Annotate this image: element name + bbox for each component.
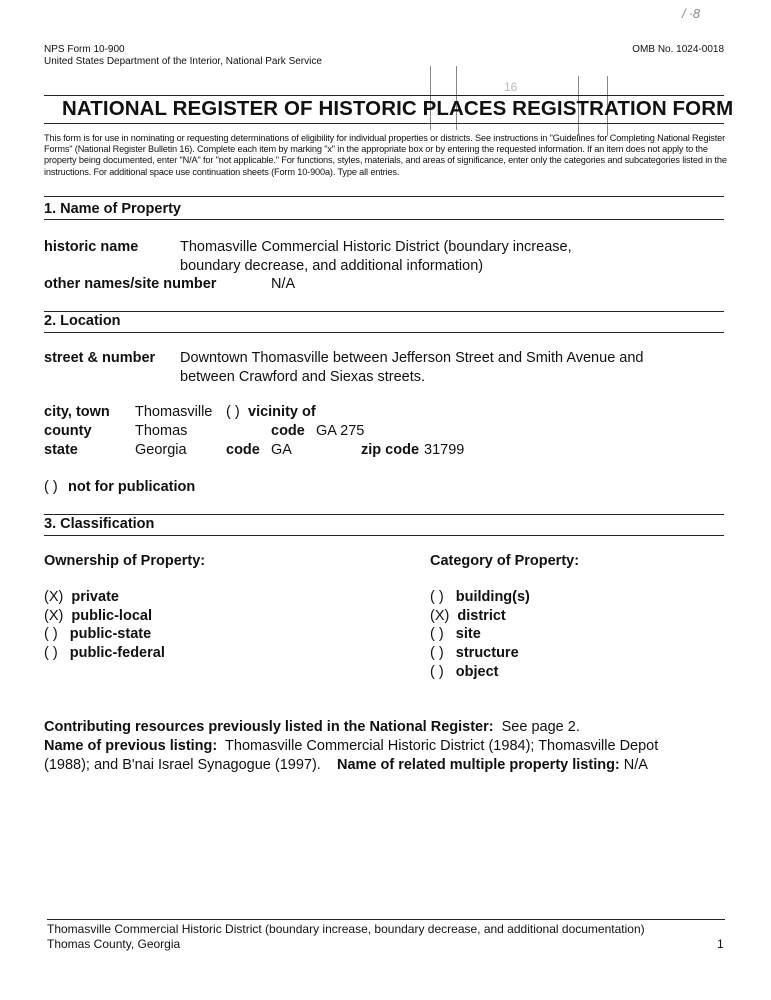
category-option-site <box>430 626 481 642</box>
omb-number: OMB No. 1024-0018 <box>632 44 724 55</box>
category-option-structure <box>430 645 519 661</box>
ownership-checkbox: (X) <box>44 589 64 605</box>
category-checkbox: ( ) <box>430 645 444 661</box>
section3-top-rule <box>44 514 724 515</box>
previous-listing-line2 <box>44 756 744 774</box>
ownership-option-public-state <box>44 626 151 642</box>
contributing-value: See page 2. <box>501 719 580 735</box>
related-mpl-value: N/A <box>623 757 648 773</box>
ownership-option-public-federal <box>44 645 165 661</box>
title-top-rule <box>44 95 724 96</box>
county-label: county <box>44 423 92 439</box>
county-code-value: GA 275 <box>316 423 365 439</box>
footer-rule <box>47 919 725 920</box>
category-option-district <box>430 608 506 624</box>
other-names-label: other names/site number <box>44 276 217 292</box>
county-value: Thomas <box>135 423 188 439</box>
category-option-label: site <box>455 626 481 642</box>
state-code-value: GA <box>271 442 292 458</box>
previous-listing-line1 <box>44 737 734 755</box>
street-label: street & number <box>44 350 156 366</box>
category-option-label: structure <box>455 645 519 661</box>
vicinity-checkbox: ( ) <box>226 404 240 420</box>
vicinity-label: vicinity of <box>248 404 316 420</box>
form-number: NPS Form 10-900 <box>44 44 125 55</box>
state-code-label: code <box>226 442 260 458</box>
category-checkbox: ( ) <box>430 664 444 680</box>
county-code-label: code <box>271 423 305 439</box>
section2-heading: 2. Location <box>44 313 121 329</box>
contributing-label: Contributing resources previously listed in the National Register: <box>44 719 494 735</box>
ownership-option-label: private <box>71 589 119 605</box>
category-option-label: building(s) <box>455 589 530 605</box>
section2-bottom-rule <box>44 332 724 333</box>
state-label: state <box>44 442 78 458</box>
page-number: 1 <box>717 937 724 951</box>
category-option-buildings <box>430 589 530 605</box>
section1-bottom-rule <box>44 219 724 220</box>
category-checkbox: (X) <box>430 608 450 624</box>
ownership-option-label: public-local <box>71 608 152 624</box>
historic-name-label: historic name <box>44 239 139 255</box>
state-value: Georgia <box>135 442 187 458</box>
section3-heading: 3. Classification <box>44 516 155 532</box>
section1-top-rule <box>44 196 724 197</box>
contributing-resources <box>44 718 734 736</box>
historic-name-value-line1: Thomasville Commercial Historic District (boundary increase, <box>180 239 572 255</box>
previous-listing-label: Name of previous listing: <box>44 738 218 754</box>
category-option-label: district <box>457 608 506 624</box>
ownership-option-private <box>44 589 119 605</box>
category-option-label: object <box>455 664 499 680</box>
street-value-line1: Downtown Thomasville between Jefferson Street and Smith Avenue and <box>180 350 644 366</box>
not-for-publication-checkbox: ( ) <box>44 479 58 495</box>
historic-name-value-line2: boundary decrease, and additional information) <box>180 258 484 274</box>
previous-listing-value-line2: (1988); and B'nai Israel Synagogue (1997). <box>44 757 321 773</box>
category-checkbox: ( ) <box>430 589 444 605</box>
zip-code-label: zip code <box>361 442 420 458</box>
city-value: Thomasville <box>135 404 213 420</box>
ownership-heading: Ownership of Property: <box>44 553 206 569</box>
ownership-option-label: public-federal <box>69 645 165 661</box>
street-value-line2: between Crawford and Siexas streets. <box>180 369 426 385</box>
section2-top-rule <box>44 311 724 312</box>
related-mpl-label: Name of related multiple property listing: <box>336 757 620 773</box>
category-checkbox: ( ) <box>430 626 444 642</box>
other-names-value: N/A <box>271 276 296 292</box>
previous-listing-value-line1: Thomasville Commercial Historic District (1984); Thomasville Depot <box>225 738 659 754</box>
category-heading: Category of Property: <box>430 553 580 569</box>
category-option-object <box>430 664 498 680</box>
handwritten-mark: / ∙8 <box>682 6 701 21</box>
ownership-option-label: public-state <box>69 626 152 642</box>
ownership-checkbox: (X) <box>44 608 64 624</box>
form-title: NATIONAL REGISTER OF HISTORIC PLACES REGISTRATION FORM <box>62 97 734 120</box>
ownership-checkbox: ( ) <box>44 645 58 661</box>
zip-code-value: 31799 <box>424 442 465 458</box>
department-name: United States Department of the Interior, National Park Service <box>44 56 322 67</box>
ownership-option-public-local <box>44 608 152 624</box>
ownership-checkbox: ( ) <box>44 626 58 642</box>
city-label: city, town <box>44 404 110 420</box>
not-for-publication-label: not for publication <box>68 479 196 495</box>
title-bottom-rule <box>44 123 724 124</box>
form-instructions: This form is for use in nominating or requesting determinations of eligibility for individual properties or districts. See instructions in "Guidelines for Completing National Register Forms" (National Register Bulletin 16). Complete each item by marking "x" in the appropriate box or by entering the requested information. If an item does not apply to the property being documented, enter "N/A" for "not applicable." For functions, styles, materials, and areas of significance, enter only the categories and subcategories listed in the instructions. For additional space use continuation sheets (Form 10-900a). Type all entries. <box>44 133 727 177</box>
section1-heading: 1. Name of Property <box>44 201 181 217</box>
footer-county: Thomas County, Georgia <box>47 937 181 951</box>
footer-property-name: Thomasville Commercial Historic District (boundary increase, boundary decrease, and additional documentation) <box>47 922 645 936</box>
stamp-text: 16 <box>504 80 518 94</box>
section3-bottom-rule <box>44 535 724 536</box>
